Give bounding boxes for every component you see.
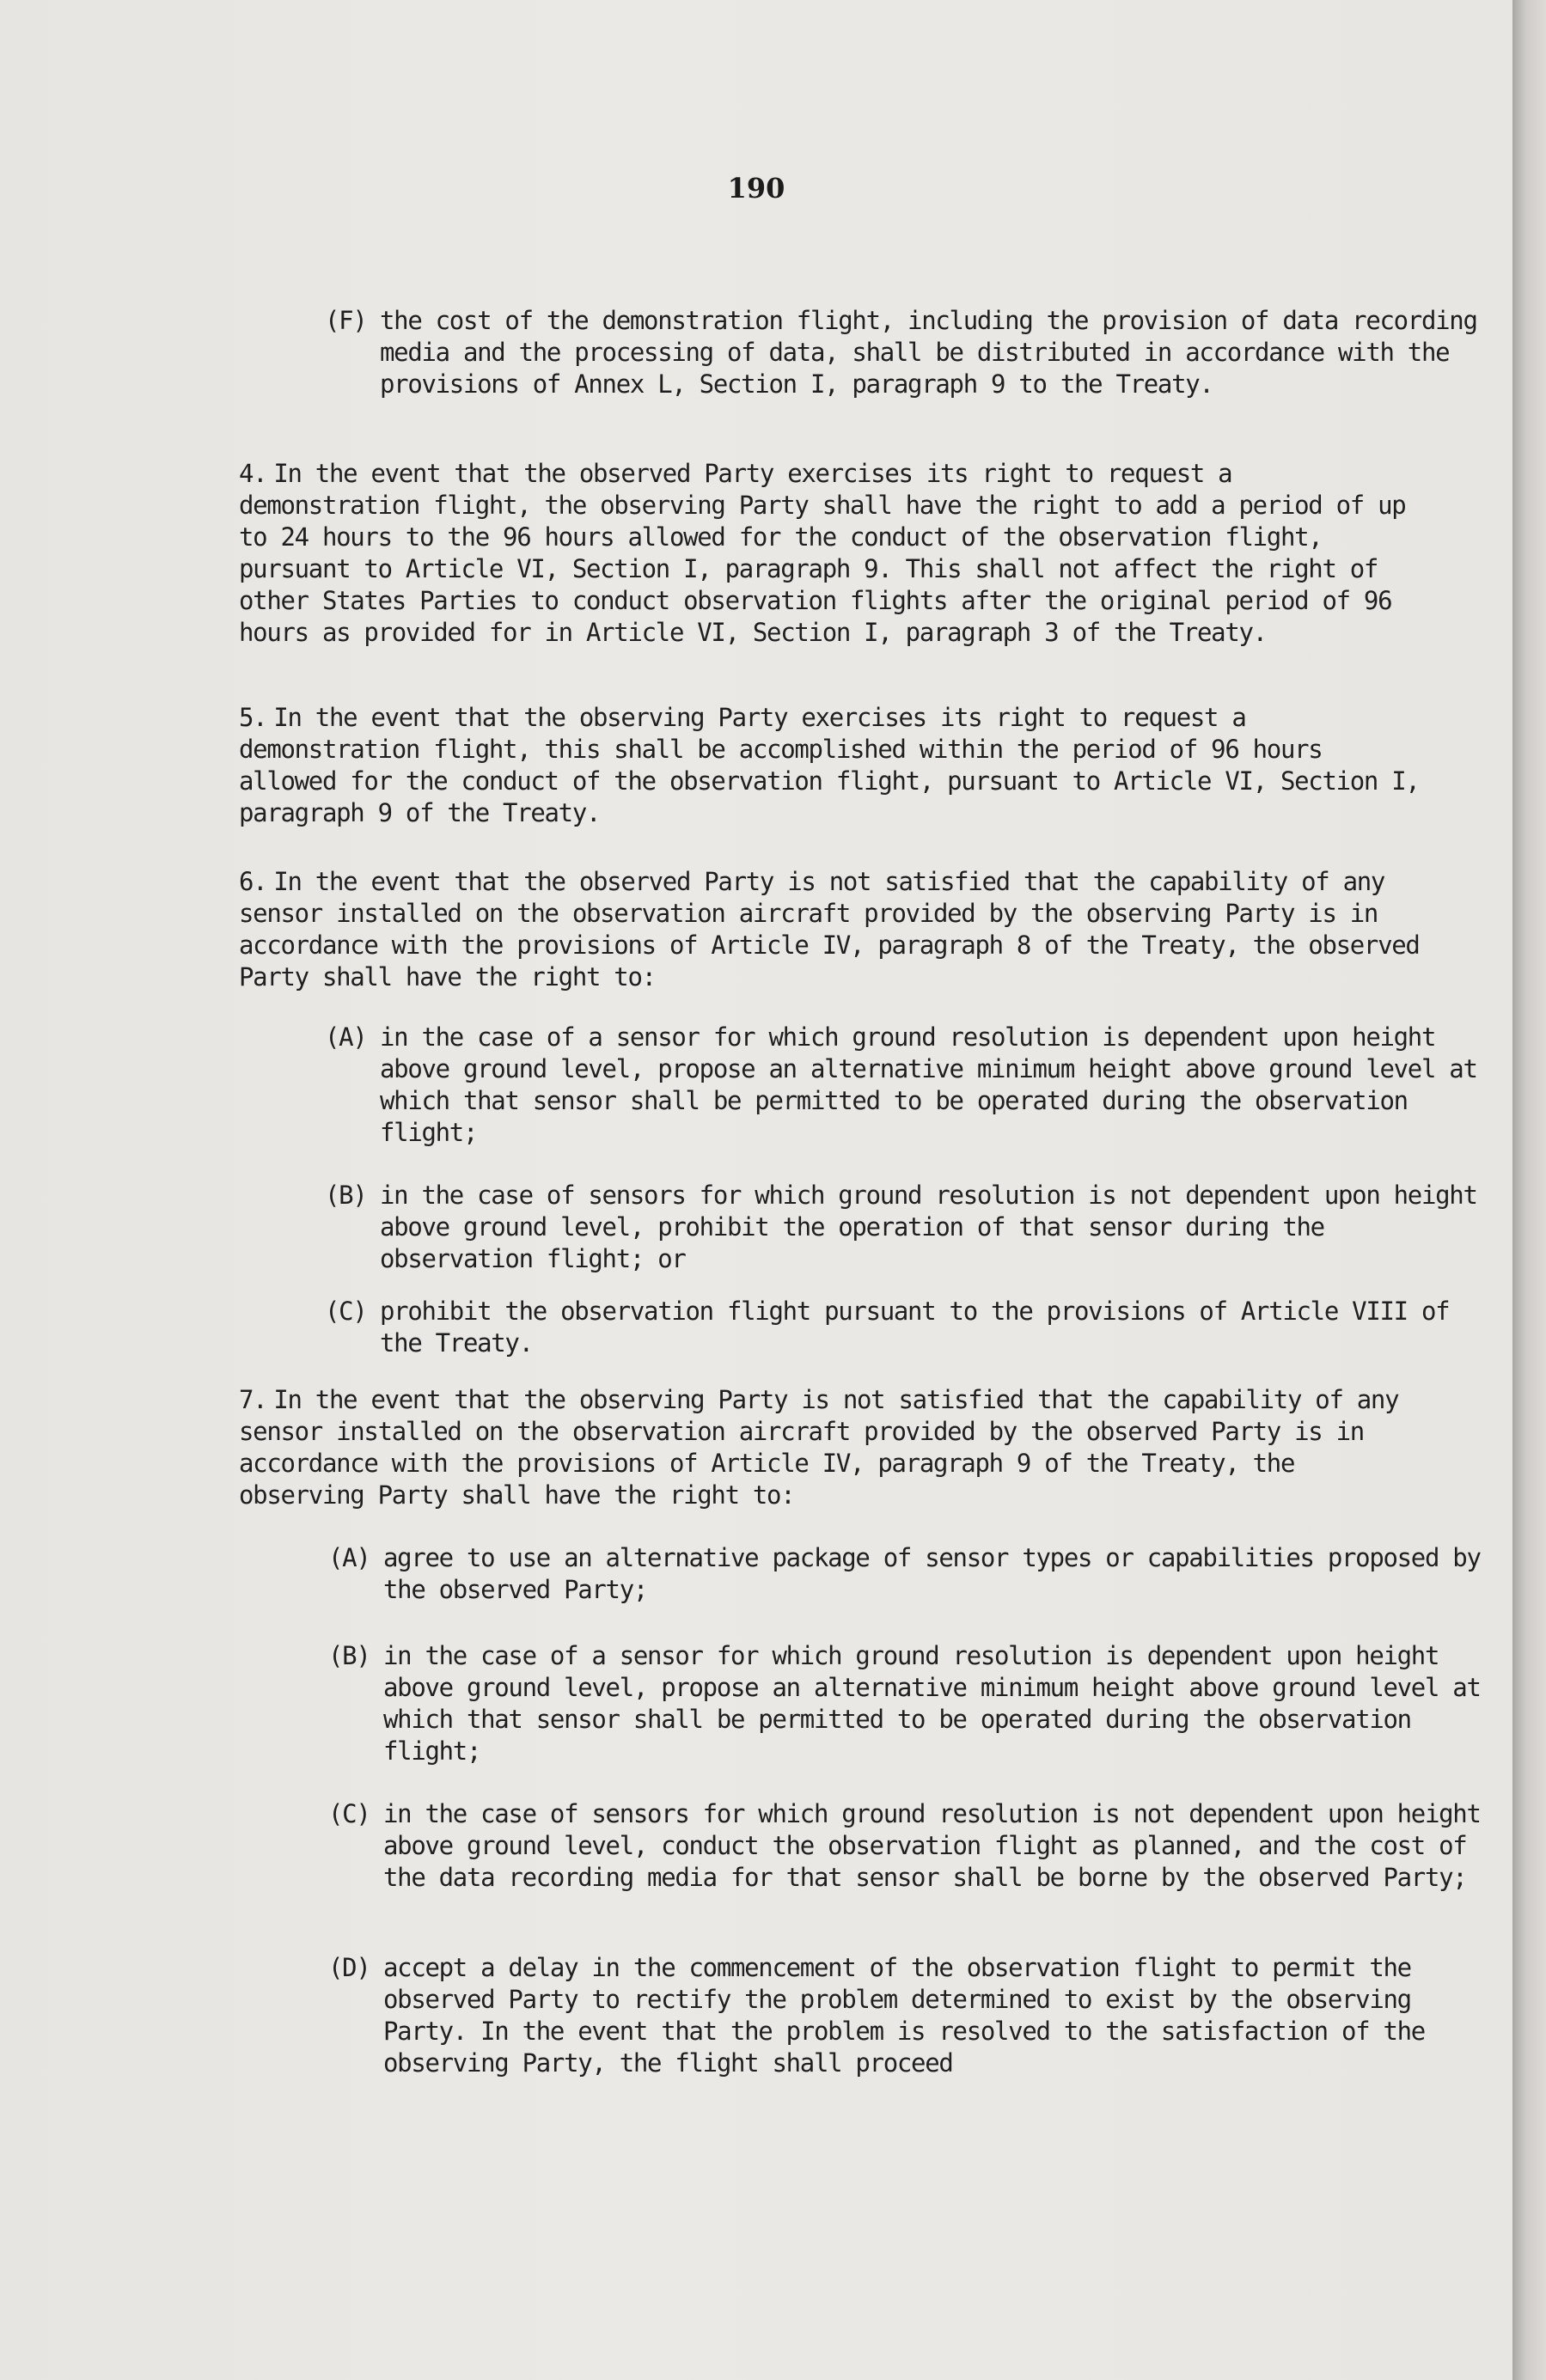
paragraph-text: In the event that the observing Party exercises its right to request a demonstration flight, this shall be accomplished within the period of 96 hours allowed for the conduct of the observation flight, pursuant to Article VI, Section I, paragraph 9 of the Treaty. <box>239 703 1420 827</box>
paragraph-text: In the event that the observed Party is not satisfied that the capability of any sensor installed on the observation aircraft provided by the observing Party is in accordance with the provisions of Article IV, paragraph 8 of the Treaty, the observed Party shall have the right to: <box>239 867 1420 992</box>
page-edge-shadow <box>1512 0 1546 2380</box>
paragraph-5 <box>239 702 1425 829</box>
paragraph-number: 6. <box>239 867 267 896</box>
subparagraph-text: in the case of sensors for which ground resolution is not dependent upon height above ground level, conduct the observation flight as planned, and the cost of the data recording media for that sensor shall be borne by the observed Party; <box>383 1799 1481 1892</box>
page-number: 190 <box>727 172 785 204</box>
paragraph-number: 4. <box>239 459 267 488</box>
subparagraph-label: (D) <box>328 1953 370 1982</box>
subparagraph-label: (C) <box>325 1297 367 1326</box>
subparagraph-label: (C) <box>328 1799 370 1828</box>
subparagraph-label: (A) <box>328 1543 370 1572</box>
paragraph-7 <box>239 1384 1425 1511</box>
paragraph-text: In the event that the observing Party is not satisfied that the capability of any sensor installed on the observation aircraft provided by the observed Party is in accordance with the provisions of Article IV, paragraph 9 of the Treaty, the observing Party shall have the right to: <box>239 1385 1399 1510</box>
subparagraph-text: accept a delay in the commencement of the observation flight to permit the observed Party to rectify the problem determined to exist by the observing Party. In the event that the problem is resolved to the satisfaction of the observing Party, the flight shall proceed <box>383 1953 1425 2078</box>
subparagraph-label: (A) <box>325 1022 367 1052</box>
paragraph-number: 5. <box>239 703 267 732</box>
paragraph-4 <box>239 458 1425 649</box>
subparagraph-text: in the case of a sensor for which ground resolution is dependent upon height above ground level, propose an alternative minimum height above ground level at which that sensor shall be permitted to be operated during the observation flight; <box>383 1641 1481 1766</box>
subparagraph-label: (F) <box>325 306 367 335</box>
subparagraph-label: (B) <box>325 1181 367 1210</box>
paragraph-6 <box>239 866 1425 993</box>
paragraph-number: 7. <box>239 1385 267 1414</box>
subparagraph-text: in the case of a sensor for which ground resolution is dependent upon height above ground level, propose an alternative minimum height above ground level at which that sensor shall be permitted to be operated during the observation flight; <box>380 1022 1477 1147</box>
subparagraph-text: prohibit the observation flight pursuant to the provisions of Article VIII of the Treaty. <box>380 1297 1450 1358</box>
paragraph-text: In the event that the observed Party exercises its right to request a demonstration flight, the observing Party shall have the right to add a period of up to 24 hours to the 96 hours allowed for the conduct of the observation flight, pursuant to Article VI, Section I, paragraph 9. This shall not affect the right of other States Parties to conduct observation flights after the original period of 96 hours as provided for in Article VI, Section I, paragraph 3 of the Treaty. <box>239 459 1406 647</box>
subparagraph-text: the cost of the demonstration flight, including the provision of data recording media and the processing of data, shall be distributed in accordance with the provisions of Annex L, Section I, paragraph 9 to the Treaty. <box>380 306 1477 399</box>
subparagraph-text: in the case of sensors for which ground resolution is not dependent upon height above ground level, prohibit the operation of that sensor during the observation flight; or <box>380 1181 1477 1273</box>
subparagraph-label: (B) <box>328 1641 370 1670</box>
subparagraph-text: agree to use an alternative package of sensor types or capabilities proposed by the observed Party; <box>383 1543 1481 1604</box>
